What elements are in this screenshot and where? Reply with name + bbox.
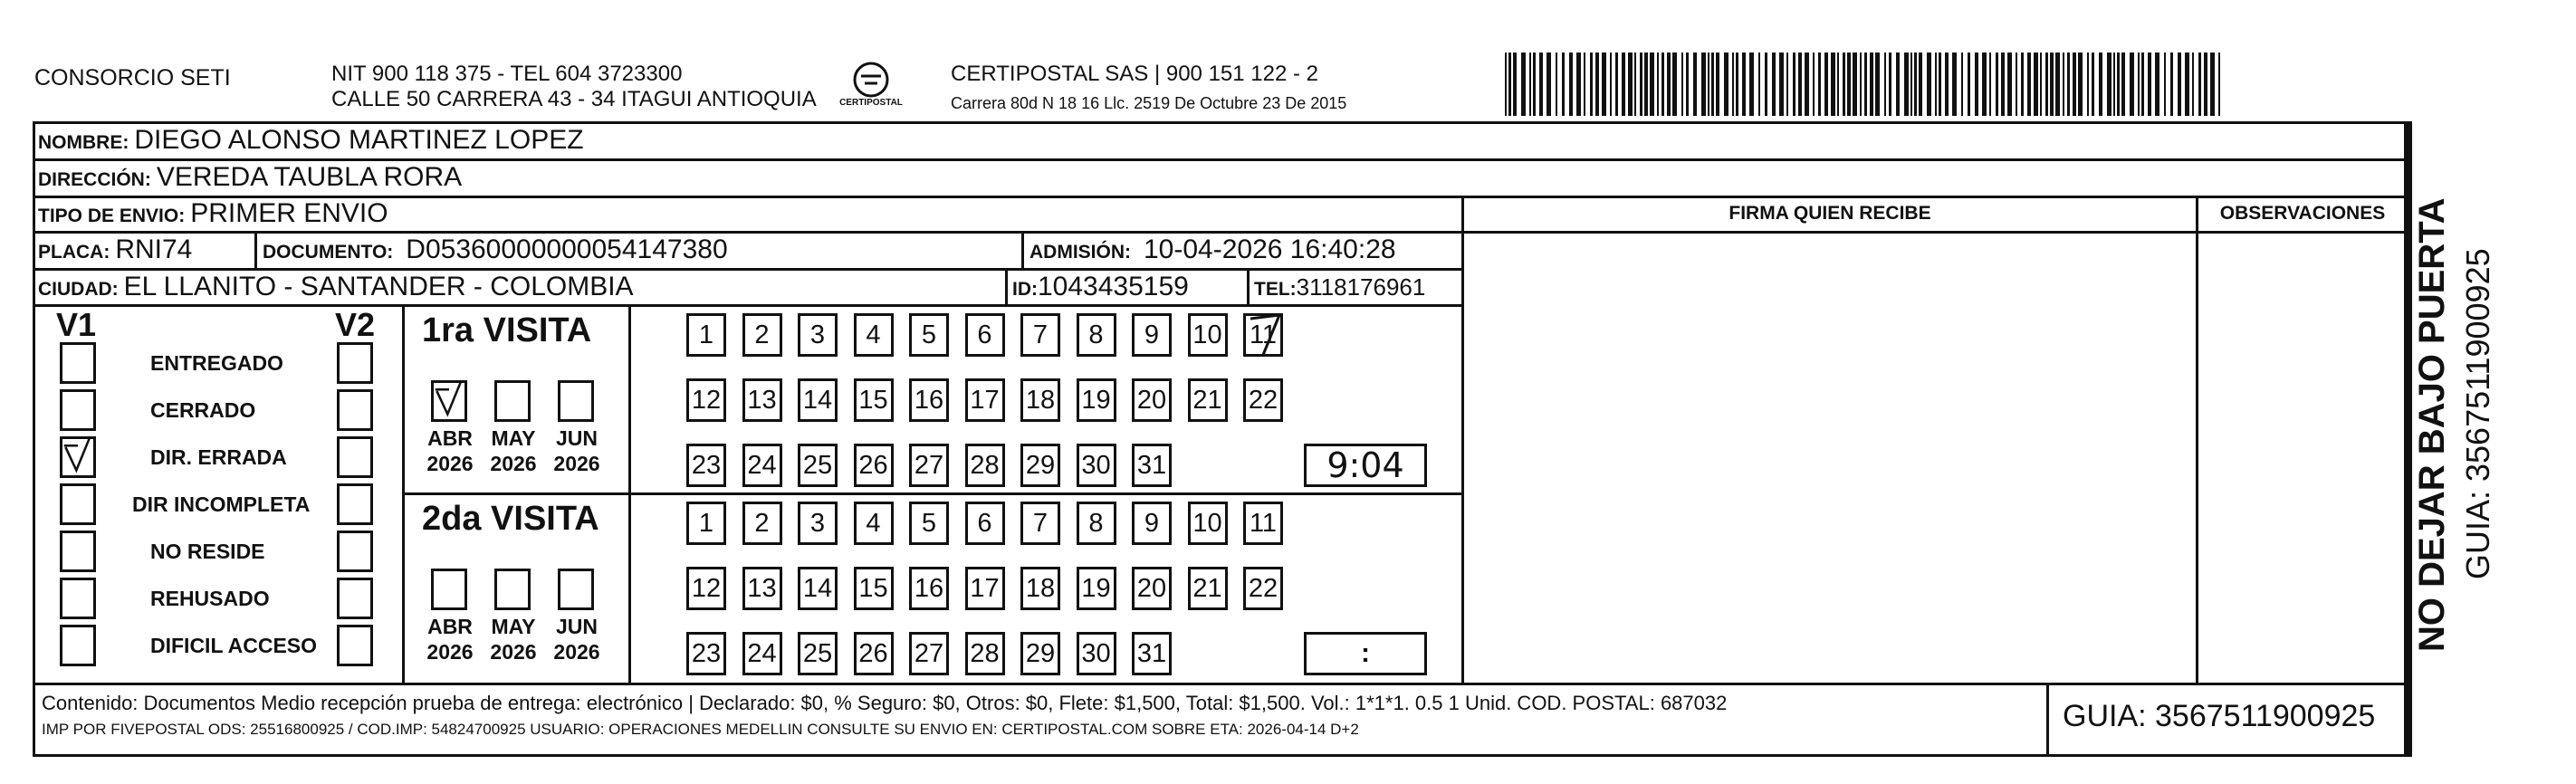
- documento-field: DOCUMENTO: D05360000000054147380: [263, 234, 728, 264]
- day-box[interactable]: 16: [909, 378, 949, 422]
- day-box[interactable]: 30: [1077, 632, 1116, 675]
- month-label: ABR 2026: [426, 426, 474, 475]
- day-box[interactable]: 6: [965, 502, 1005, 545]
- v2-checkbox[interactable]: [337, 436, 373, 478]
- day-box[interactable]: 14: [798, 567, 838, 610]
- logo-text: CERTIPOSTAL: [839, 98, 903, 108]
- observaciones-header: OBSERVACIONES: [2219, 203, 2386, 224]
- day-box[interactable]: 23: [686, 632, 726, 675]
- month-checkbox[interactable]: [558, 380, 594, 422]
- day-box[interactable]: 25: [798, 444, 838, 487]
- v1-checkbox[interactable]: [60, 531, 96, 572]
- v1-checkbox[interactable]: [60, 483, 96, 525]
- day-box[interactable]: 3: [798, 502, 838, 545]
- day-box[interactable]: 30: [1077, 444, 1116, 487]
- side-warning: NO DEJAR BAJO PUERTA: [2412, 197, 2452, 652]
- footer-guia: GUIA: 3567511900925: [2063, 699, 2376, 733]
- visit-title: 1ra VISITA: [422, 311, 592, 349]
- month-checkbox[interactable]: [494, 380, 531, 422]
- admision-field: ADMISIÓN: 10-04-2026 16:40:28: [1029, 234, 1396, 264]
- month-label: MAY 2026: [490, 426, 537, 475]
- day-box[interactable]: 18: [1020, 378, 1060, 422]
- day-box[interactable]: 26: [854, 444, 894, 487]
- nombre-value: DIEGO ALONSO MARTINEZ LOPEZ: [134, 125, 584, 155]
- nombre-row: NOMBRE: DIEGO ALONSO MARTINEZ LOPEZ: [38, 125, 584, 155]
- day-box[interactable]: 10: [1188, 502, 1228, 545]
- day-box[interactable]: 16: [909, 567, 949, 610]
- status-label: DIR INCOMPLETA: [132, 492, 311, 516]
- status-label: REHUSADO: [150, 587, 270, 610]
- month-checkbox[interactable]: [431, 380, 467, 422]
- certipostal-line: CERTIPOSTAL SAS | 900 151 122 - 2: [951, 62, 1318, 86]
- day-box[interactable]: 21: [1188, 567, 1228, 610]
- day-box[interactable]: 17: [965, 567, 1005, 610]
- day-box[interactable]: 1: [686, 313, 726, 357]
- time-box[interactable]: 9:04: [1304, 444, 1427, 487]
- month-label: JUN 2026: [553, 615, 600, 664]
- nit-line: NIT 900 118 375 - TEL 604 3723300: [331, 62, 683, 86]
- day-box[interactable]: 9: [1132, 502, 1172, 545]
- day-box[interactable]: 12: [686, 567, 726, 610]
- footer-imp: IMP POR FIVEPOSTAL ODS: 25516800925 / COD.IMP: 54824700925 USUARIO: OPERACIONES MEDELLIN CONSULTE SU ENVIO EN: CERTIPOSTAL.COM SOBRE ETA: 2026-04-14 D+2: [42, 721, 1359, 738]
- month-label: JUN 2026: [553, 426, 600, 475]
- day-box[interactable]: 9: [1132, 313, 1172, 357]
- ciudad-value: EL LLANITO - SANTANDER - COLOMBIA: [123, 272, 634, 301]
- ciudad-field: CIUDAD: EL LLANITO - SANTANDER - COLOMBIA: [38, 272, 634, 301]
- day-box[interactable]: 4: [854, 502, 894, 545]
- day-box[interactable]: 31: [1132, 632, 1172, 675]
- day-box[interactable]: 6: [965, 313, 1005, 357]
- month-checkbox[interactable]: [494, 569, 531, 610]
- day-box[interactable]: 18: [1020, 567, 1060, 610]
- company-name: CONSORCIO SETI: [34, 65, 231, 91]
- day-box[interactable]: 5: [909, 502, 949, 545]
- id-value: 1043435159: [1038, 272, 1189, 301]
- day-box[interactable]: 19: [1077, 567, 1116, 610]
- direccion-value: VEREDA TAUBLA RORA: [156, 162, 463, 192]
- month-label: MAY 2026: [490, 615, 537, 664]
- address-line: CALLE 50 CARRERA 43 - 34 ITAGUI ANTIOQUIA: [331, 87, 817, 111]
- day-box[interactable]: 4: [854, 313, 894, 357]
- day-box[interactable]: 5: [909, 313, 949, 357]
- v2-checkbox[interactable]: [337, 389, 373, 431]
- day-box[interactable]: 24: [742, 632, 782, 675]
- day-box[interactable]: 27: [909, 444, 949, 487]
- month-checkbox[interactable]: [431, 569, 467, 610]
- status-label: DIFICIL ACCESO: [150, 634, 318, 657]
- tipo-envio-value: PRIMER ENVIO: [190, 198, 388, 228]
- tel-field: TEL:3118176961: [1254, 273, 1426, 301]
- v1-checkbox[interactable]: [60, 578, 96, 619]
- certipostal-logo: [838, 60, 905, 114]
- placa-field: PLACA: RNI74: [38, 234, 193, 264]
- day-box[interactable]: 25: [798, 632, 838, 675]
- direccion-row: DIRECCIÓN: VEREDA TAUBLA RORA: [38, 162, 463, 192]
- day-box[interactable]: 27: [909, 632, 949, 675]
- day-box[interactable]: 21: [1188, 378, 1228, 422]
- day-box[interactable]: 15: [854, 567, 894, 610]
- v1-checkbox[interactable]: [60, 342, 96, 384]
- day-box[interactable]: 13: [742, 567, 782, 610]
- barcode: [1503, 53, 2225, 120]
- day-box[interactable]: 24: [742, 444, 782, 487]
- v2-label: V2: [335, 306, 376, 343]
- day-box[interactable]: 17: [965, 378, 1005, 422]
- day-box[interactable]: 29: [1020, 444, 1060, 487]
- v1-checkbox[interactable]: [60, 436, 96, 478]
- day-box[interactable]: 22: [1243, 567, 1283, 610]
- side-guia: GUIA: 3567511900925: [2459, 248, 2496, 579]
- day-box[interactable]: 28: [965, 444, 1005, 487]
- status-label: NO RESIDE: [150, 540, 265, 563]
- status-label: ENTREGADO: [150, 351, 283, 375]
- day-box[interactable]: 20: [1132, 567, 1172, 610]
- day-box[interactable]: 8: [1077, 502, 1116, 545]
- month-label: ABR 2026: [426, 615, 474, 664]
- time-box[interactable]: :: [1304, 632, 1427, 675]
- day-box[interactable]: 15: [854, 378, 894, 422]
- day-box[interactable]: 20: [1132, 378, 1172, 422]
- day-box[interactable]: 23: [686, 444, 726, 487]
- day-box[interactable]: 13: [742, 378, 782, 422]
- day-box[interactable]: 29: [1020, 632, 1060, 675]
- day-box[interactable]: 7: [1020, 313, 1060, 357]
- tel-value: 3118176961: [1296, 273, 1426, 301]
- admision-value: 10-04-2026 16:40:28: [1144, 234, 1396, 264]
- month-checkbox[interactable]: [558, 569, 594, 610]
- v2-checkbox[interactable]: [337, 342, 373, 384]
- tipo-envio-row: TIPO DE ENVIO: PRIMER ENVIO: [38, 198, 388, 228]
- day-box[interactable]: 28: [965, 632, 1005, 675]
- day-box[interactable]: 2: [742, 313, 782, 357]
- license-line: Carrera 80d N 18 16 Llc. 2519 De Octubre 23 De 2015: [951, 94, 1347, 112]
- v1-checkbox[interactable]: [60, 389, 96, 431]
- v2-checkbox[interactable]: [337, 578, 373, 619]
- day-box[interactable]: 1: [686, 502, 726, 545]
- day-box[interactable]: 10: [1188, 313, 1228, 357]
- status-label: CERRADO: [150, 398, 256, 422]
- v2-checkbox[interactable]: [337, 625, 373, 666]
- v2-checkbox[interactable]: [337, 531, 373, 572]
- documento-value: D05360000000054147380: [406, 234, 728, 264]
- placa-value: RNI74: [115, 234, 193, 264]
- id-field: ID:1043435159: [1012, 272, 1189, 301]
- day-box[interactable]: 2: [742, 502, 782, 545]
- day-box[interactable]: 7: [1020, 502, 1060, 545]
- day-box[interactable]: 14: [798, 378, 838, 422]
- day-box[interactable]: 31: [1132, 444, 1172, 487]
- v1-checkbox[interactable]: [60, 625, 96, 666]
- v1-label: V1: [56, 306, 97, 343]
- day-box[interactable]: 19: [1077, 378, 1116, 422]
- day-box[interactable]: 11: [1243, 313, 1283, 357]
- day-box[interactable]: 8: [1077, 313, 1116, 357]
- day-box[interactable]: 3: [798, 313, 838, 357]
- visit-title: 2da VISITA: [422, 500, 599, 538]
- footer-contenido: Contenido: Documentos Medio recepción prueba de entrega: electrónico | Declarado: $0, % Seguro: $0, Otros: $0, Flete: $1,500, Total: $1,500. Vol.: 1*1*1. 0.5 1 Unid. COD. POSTAL: 687032: [42, 692, 1728, 714]
- v2-checkbox[interactable]: [337, 483, 373, 525]
- firma-header: FIRMA QUIEN RECIBE: [1729, 203, 1931, 224]
- status-label: DIR. ERRADA: [150, 445, 287, 469]
- day-box[interactable]: 11: [1243, 502, 1283, 545]
- day-box[interactable]: 12: [686, 378, 726, 422]
- day-box[interactable]: 26: [854, 632, 894, 675]
- day-box[interactable]: 22: [1243, 378, 1283, 422]
